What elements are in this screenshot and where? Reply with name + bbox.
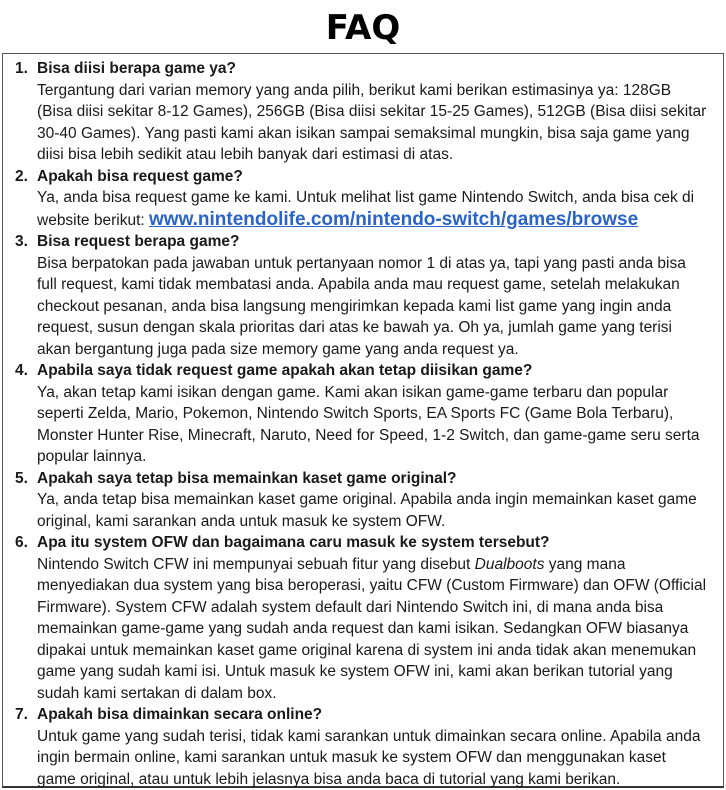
faq-item-3 — [3, 231, 723, 360]
faq-box — [2, 53, 724, 788]
faq-item-7 — [3, 704, 723, 790]
faq-question: Apabila saya tidak request game apakah akan tetap diisikan game? — [37, 362, 533, 379]
faq-item-5 — [3, 468, 723, 533]
faq-answer-text: Ya, anda bisa request game ke kami. Untuk melihat list game Nintendo Switch, anda bisa cek di website berikut: — [37, 189, 695, 229]
faq-answer: Ya, akan tetap kami isikan dengan game. Kami akan isikan game-game terbaru dan popular seperti Zelda, Mario, Pokemon, Nintendo Switch Sports, EA Sports FC (Game Bola Terbaru), Monster Hunter Rise, Minecraft, Naruto, Need for Speed, 1-2 Switch, dan game-game seru serta popular lainnya. — [37, 383, 700, 465]
faq-number: 2. — [15, 167, 28, 185]
faq-number: 6. — [15, 534, 28, 551]
faq-number: 4. — [15, 362, 28, 379]
faq-item-2 — [3, 166, 723, 232]
faq-number: 5. — [15, 469, 28, 487]
faq-number: 3. — [15, 233, 28, 250]
nintendolife-link[interactable]: www.nintendolife.com/nintendo-switch/games/browse — [149, 208, 639, 230]
faq-list — [3, 58, 723, 790]
faq-item-1 — [3, 58, 723, 166]
faq-question: Apakah saya tetap bisa memainkan kaset game original? — [37, 469, 457, 487]
faq-answer: Ya, anda tetap bisa memainkan kaset game original. Apabila anda ingin memainkan kaset game original, kami sarankan anda untuk masuk ke system OFW. — [37, 491, 697, 530]
faq-question: Bisa diisi berapa game ya? — [37, 60, 237, 77]
faq-number: 1. — [15, 60, 28, 77]
faq-item-4 — [3, 360, 723, 468]
faq-item-6 — [3, 532, 723, 704]
faq-question: Apakah bisa request game? — [37, 167, 243, 185]
dualboots-term: Dualboots — [474, 555, 545, 573]
faq-number: 7. — [15, 706, 28, 723]
faq-question: Apakah bisa dimainkan secara online? — [37, 706, 323, 723]
faq-answer: Bisa berpatokan pada jawaban untuk pertanyaan nomor 1 di atas ya, tapi yang pasti anda bisa full request, kami tidak membatasi anda. Apabila anda mau request game, setelah melakukan checkout pesanan, anda bisa langsung mengirimkan kepada kami list game yang ingin anda request, susun dengan skala prioritas dari atas ke bawah ya. Oh ya, jumlah game yang terisi akan bergantung juga pada size memory game yang anda request ya. — [37, 254, 686, 358]
faq-answer: Tergantung dari varian memory yang anda pilih, berikut kami berikan estimasinya ya: 128GB (Bisa diisi sekitar 8-12 Games), 256GB (Bisa diisi sekitar 15-25 Games), 512GB (Bisa diisi sekitar 30-40 Games). Yang pasti kami akan isikan sampai semaksimal mungkin, bisa saja game yang diisi bisa lebih sedikit atau lebih banyak dari estimasi di atas. — [37, 81, 707, 163]
faq-answer — [37, 554, 707, 705]
page-title: FAQ — [325, 8, 401, 48]
faq-answer-text: yang mana menyediakan dua system yang bisa beroperasi, yaitu CFW (Custom Firmware) dan OFW (Official Firmware). System CFW adalah system default dari Nintendo Switch ini, di mana anda bisa memainkan game-game yang sudah anda request dan kami isikan. Sedangkan OFW biasanya dipakai untuk memainkan kaset game original karena di system ini anda tidak akan menemukan game yang sudah kami isi. Untuk masuk ke system OFW ini, kami akan berikan tutorial yang sudah kami sertakan di dalam box. — [37, 555, 707, 702]
faq-answer: Untuk game yang sudah terisi, tidak kami sarankan untuk dimainkan secara online. Apabila anda ingin bermain online, kami sarankan untuk masuk ke system OFW dan menggunakan kaset game original, atau untuk lebih jelasnya bisa anda baca di tutorial yang kami berikan. — [37, 727, 701, 788]
faq-answer-text: Nintendo Switch CFW ini mempunyai sebuah fitur yang disebut — [37, 555, 475, 573]
faq-answer — [37, 187, 707, 231]
faq-question: Bisa request berapa game? — [37, 233, 240, 250]
faq-question: Apa itu system OFW dan bagaimana caru masuk ke system tersebut? — [37, 534, 550, 551]
